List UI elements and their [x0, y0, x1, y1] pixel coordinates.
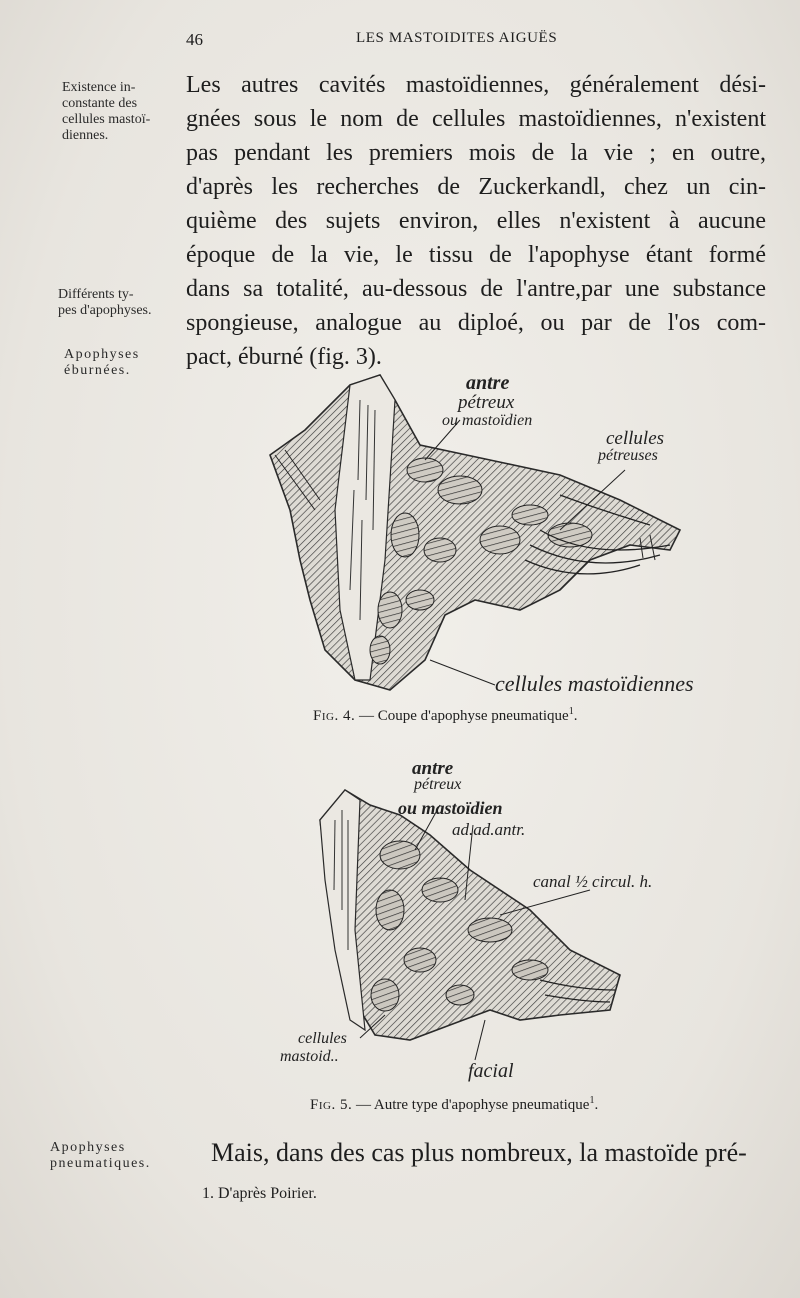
caption-period: . [594, 1097, 599, 1113]
body-line: Les autres cavités mastoïdiennes, généralement dési- [186, 72, 766, 98]
margin-note-cellules: Existence in- constante des cellules mastoï- diennes. [62, 80, 151, 143]
body-line: dans sa totalité, au-dessous de l'antre,par une substance [186, 276, 766, 302]
fig5-label-cellules: cellules [298, 1030, 347, 1047]
fig5-label-facial: facial [468, 1060, 514, 1082]
fig4-label-antre: antre [466, 372, 510, 394]
body-line: spongieuse, analogue au diploé, ou par de l'os com- [186, 310, 766, 336]
body-line: pas pendant les premiers mois de la vie ; en outre, [186, 140, 766, 166]
fig5-label-canal: canal ½ circul. h. [533, 872, 653, 891]
fig5-label-ou-mastoidien: ou mastoïdien [398, 798, 503, 818]
body-paragraph [186, 68, 766, 374]
body-line: quième des sujets environ, elles n'existent à aucune [186, 208, 766, 234]
continuation-line: Mais, dans des cas plus nombreux, la mastoïde pré- [211, 1138, 747, 1167]
fig5-label-mastoid: mastoid.. [280, 1048, 339, 1065]
caption-footnote-ref: 1 [568, 706, 574, 717]
running-title: LES MASTOIDITES AIGUËS [356, 30, 558, 46]
caption-footnote-ref: 1 [589, 1095, 595, 1106]
margin-note-eburnees: Apophyses éburnées. [64, 347, 140, 378]
footnote: 1. D'après Poirier. [202, 1185, 317, 1202]
fig4-label-petreux: pétreux [458, 392, 515, 413]
figure-4-caption [313, 706, 577, 725]
fig4-label-cellules: cellules [606, 428, 665, 449]
body-line: pact, éburné (fig. 3). [186, 344, 382, 370]
caption-fig-number: Fig. 5. [310, 1097, 353, 1113]
body-line: gnées sous le nom de cellules mastoïdiennes, n'existent [186, 106, 766, 132]
page-number: 46 [186, 30, 203, 49]
fig5-label-antre: antre [412, 758, 454, 779]
fig4-label-petreuses: pétreuses [598, 447, 658, 464]
caption-text: — Coupe d'apophyse pneumatique [358, 708, 569, 724]
caption-period: . [573, 708, 578, 724]
margin-note-pneumatiques: Apophyses pneumatiques. [50, 1140, 151, 1171]
body-line: époque de la vie, le tissu de l'apophyse étant formé [186, 242, 766, 268]
caption-fig-number: Fig. 4. [313, 708, 356, 724]
fig4-label-ou-mastoidien: ou mastoïdien [442, 412, 533, 429]
fig5-label-petreux: pétreux [414, 776, 462, 793]
figure-5-caption [310, 1095, 598, 1114]
body-line: d'après les recherches de Zuckerkandl, chez un cin- [186, 174, 766, 200]
margin-note-types: Différents ty- pes d'apophyses. [58, 287, 152, 318]
caption-text: — Autre type d'apophyse pneumatique [355, 1097, 590, 1113]
fig5-label-ad-ad-antr: ad.ad.antr. [452, 820, 526, 839]
fig4-label-cellules-mastoidiennes: cellules mastoïdiennes [495, 671, 694, 696]
